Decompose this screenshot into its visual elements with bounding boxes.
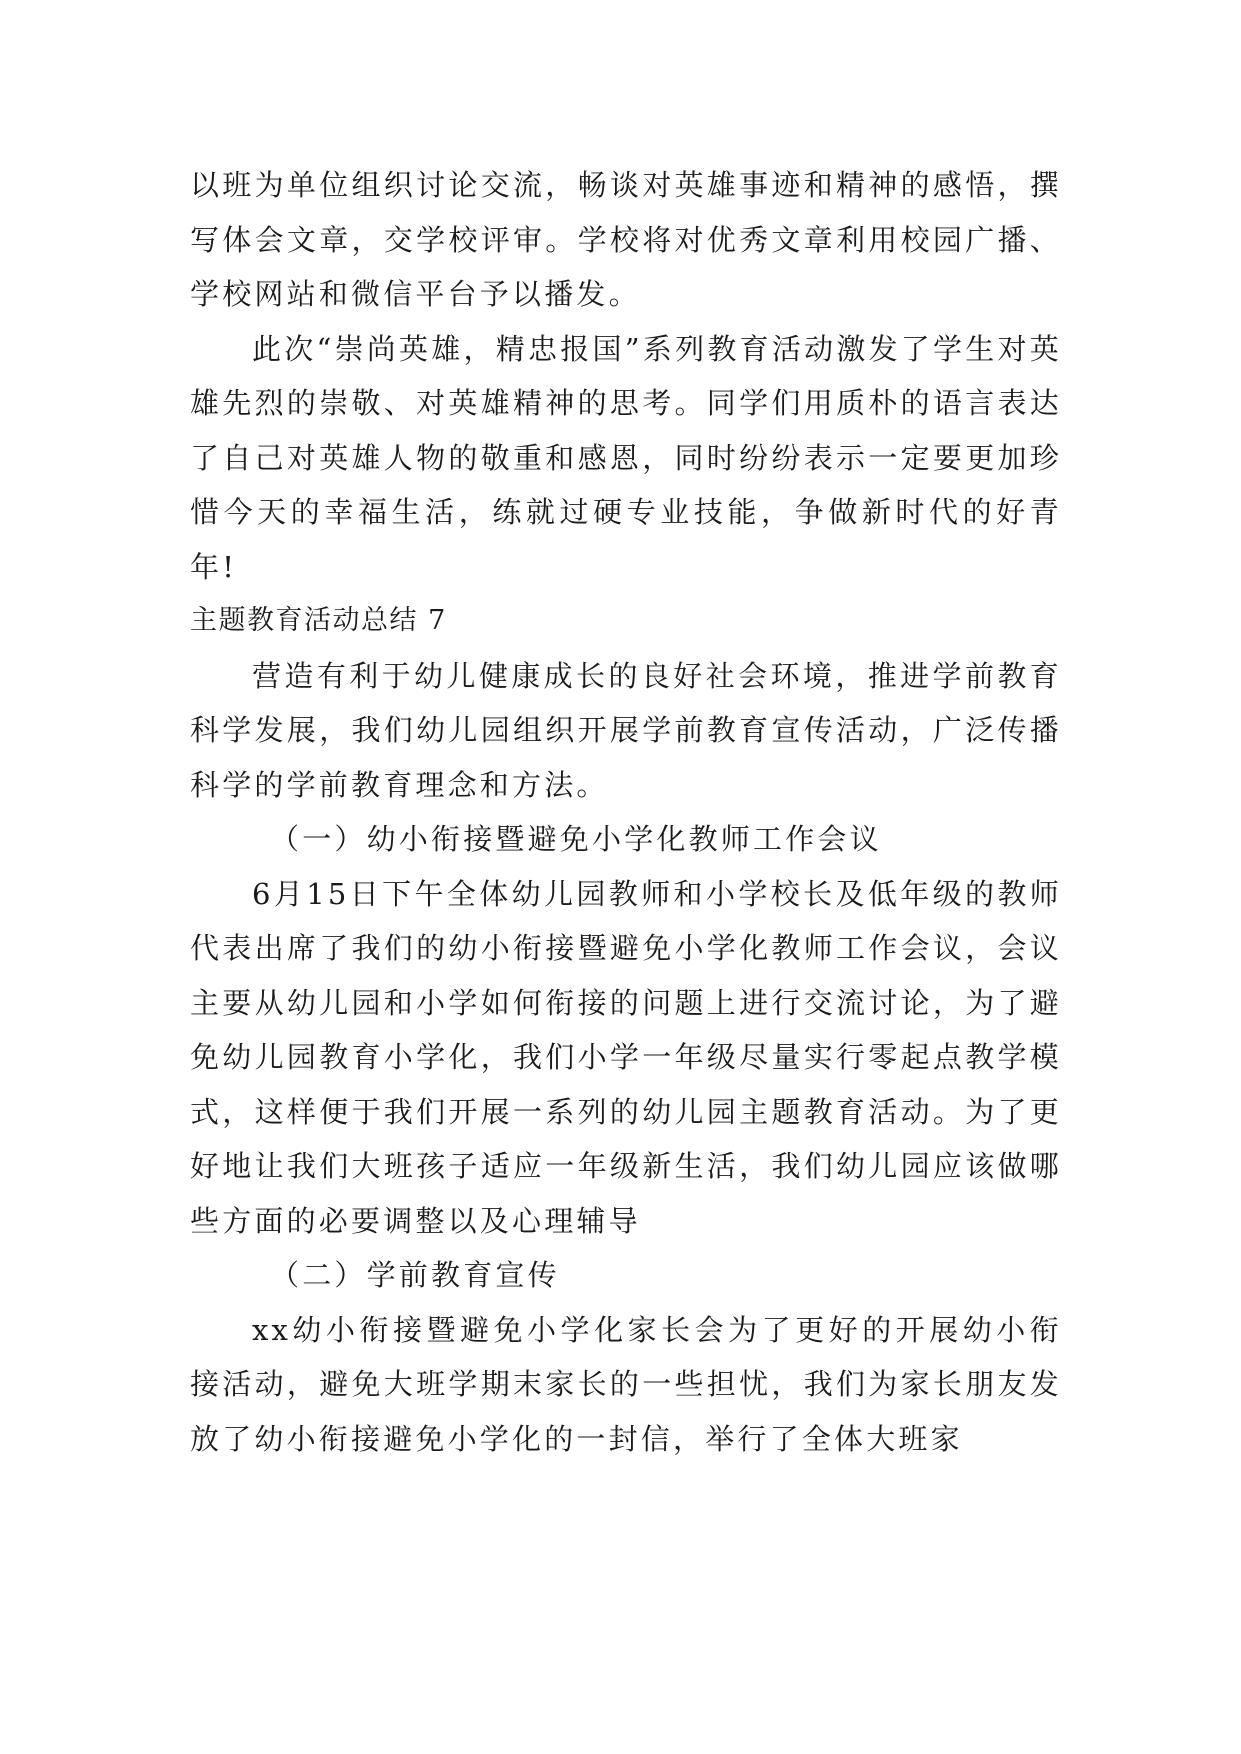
paragraph-activity-summary: 此次“崇尚英雄，精忠报国”系列教育活动激发了学生对英雄先烈的崇敬、对英雄精神的思考。同学们用质朴的语言表达了自己对英雄人物的敬重和感恩，同时纷纷表示一定要更加珍惜今天的幸福生活，练就过硬专业技能，争做新时代的好青年! <box>190 331 1062 584</box>
document-body <box>190 158 1062 1466</box>
paragraph-kindergarten-intro: 营造有利于幼儿健康成长的良好社会环境，推进学前教育科学发展，我们幼儿园组织开展学前教育宣传活动，广泛传播科学的学前教育理念和方法。 <box>190 658 1062 802</box>
subheading-preschool-publicity: （二）学前教育宣传 <box>270 1258 560 1292</box>
paragraph-discussion-continued: 以班为单位组织讨论交流，畅谈对英雄事迹和精神的感悟，撰写体会文章，交学校评审。学校将对优秀文章利用校园广播、学校网站和微信平台予以播发。 <box>190 168 1062 311</box>
paragraph-parent-meeting: xx幼小衔接暨避免小学化家长会为了更好的开展幼小衔接活动，避免大班学期末家长的一些担忧，我们为家长朋友发放了幼小衔接避免小学化的一封信，举行了全体大班家 <box>190 1312 1062 1456</box>
subheading-teacher-meeting: （一）幼小衔接暨避免小学化教师工作会议 <box>270 822 882 856</box>
section-heading-summary-7: 主题教育活动总结 7 <box>190 605 447 636</box>
paragraph-teacher-meeting: 6月15日下午全体幼儿园教师和小学校长及低年级的教师代表出席了我们的幼小衔接暨避免小学化教师工作会议，会议主要从幼儿园和小学如何衔接的问题上进行交流讨论，为了避免幼儿园教育小学化，我们小学一年级尽量实行零起点教学模式，这样便于我们开展一系列的幼儿园主题教育活动。为了更好地让我们大班孩子适应一年级新生活，我们幼儿园应该做哪些方面的必要调整以及心理辅导 <box>190 876 1062 1238</box>
